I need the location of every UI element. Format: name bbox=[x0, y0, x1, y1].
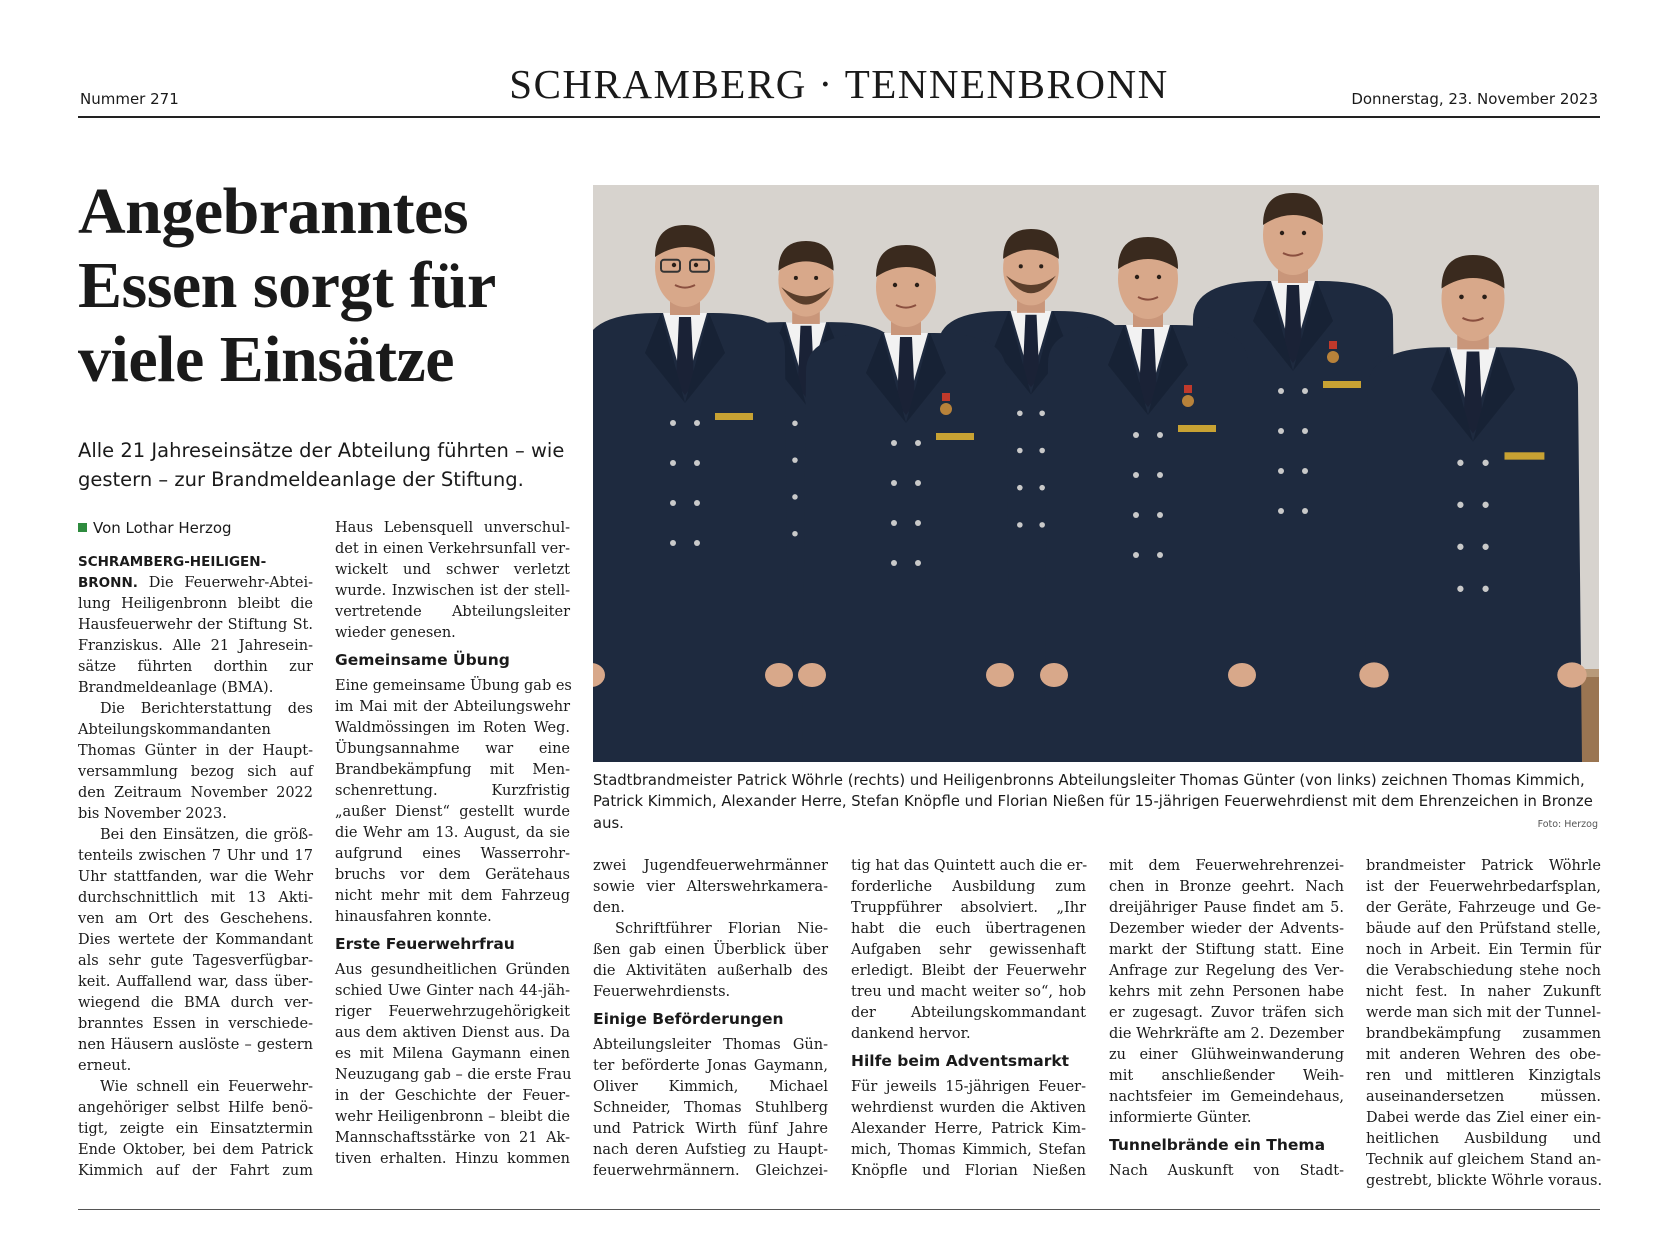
body-line: wiegend die BMA durch ver- bbox=[78, 995, 313, 1011]
body-line: feuerwehrmännern. Gleichzei- bbox=[593, 1163, 828, 1179]
body-line: der Geräte, Fahrzeuge und Ge- bbox=[1366, 900, 1601, 916]
body-line: Dabei werde das Ziel einer ein- bbox=[1366, 1110, 1601, 1126]
body-line: versammlung bezog sich auf bbox=[78, 764, 313, 780]
body-line: Knöpfle und Florian Nießen bbox=[851, 1163, 1086, 1179]
body-line: Mannschaftsstärke von 21 Ak- bbox=[335, 1130, 570, 1146]
section-heading: Gemeinsame Übung bbox=[335, 651, 510, 669]
body-line: wehrdienst wurden die Aktiven bbox=[851, 1100, 1086, 1116]
uniform-button bbox=[694, 460, 700, 466]
feuerwehr-badge bbox=[1505, 452, 1545, 459]
medal-ribbon bbox=[1329, 341, 1337, 349]
medal-ribbon bbox=[1184, 385, 1192, 393]
subhead-line: gestern – zur Brandmeldeanlage der Stiftung. bbox=[78, 468, 524, 492]
body-line: nen Häusern auslöste – gestern bbox=[78, 1037, 313, 1053]
body-line: vertretende Abteilungsleiter bbox=[335, 604, 570, 620]
article-subhead bbox=[78, 436, 578, 495]
body-line: markt der Stiftung statt. Eine bbox=[1109, 942, 1344, 958]
body-line: sätze führten dorthin zur bbox=[78, 659, 313, 675]
uniform-button bbox=[891, 520, 897, 526]
body-line: zwei Jugendfeuerwehrmänner bbox=[593, 858, 828, 874]
headline-line: Essen sorgt für bbox=[78, 248, 496, 322]
body-line: Thomas Günter in der Haupt- bbox=[78, 743, 313, 759]
headline-line: Angebranntes bbox=[78, 175, 469, 248]
body-line: noch in Arbeit. Ein Termin für bbox=[1366, 942, 1601, 958]
body-line: det in einen Verkehrsunfall ver- bbox=[335, 541, 570, 557]
body-line: Aus gesundheitlichen Gründen bbox=[335, 962, 570, 978]
masthead bbox=[78, 52, 1600, 118]
uniform-button bbox=[792, 531, 798, 537]
uniform-button bbox=[1157, 432, 1163, 438]
body-line: erneut. bbox=[78, 1058, 132, 1074]
body-line: den Zeitraum November 2022 bbox=[78, 785, 313, 801]
eye bbox=[1302, 231, 1306, 235]
body-line: Ende Oktober, bei dem Patrick bbox=[78, 1142, 313, 1158]
body-line: Nach Auskunft von Stadt- bbox=[1109, 1163, 1344, 1179]
uniform-button bbox=[1278, 428, 1284, 434]
body-line: Waldmössingen im Roten Weg. bbox=[335, 720, 570, 736]
uniform-button bbox=[1302, 468, 1308, 474]
feuerwehr-badge bbox=[936, 433, 974, 440]
body-line: bruchs vor dem Gerätehaus bbox=[335, 867, 570, 883]
body-line: schenrettung. Kurzfristig bbox=[335, 783, 570, 799]
uniform-button bbox=[891, 480, 897, 486]
body-line: in der Geschichte der Feuer- bbox=[335, 1088, 570, 1104]
article-column-5 bbox=[1109, 856, 1344, 1182]
body-line: Anfrage zur Regelung des Ver- bbox=[1109, 963, 1344, 979]
firefighters-group-photo bbox=[593, 185, 1599, 762]
body-line: mit anderen Wehren des obe- bbox=[1366, 1047, 1601, 1063]
eye bbox=[1019, 264, 1023, 268]
article-column-6 bbox=[1366, 856, 1601, 1192]
body-line: aus dem aktiven Dienst aus. Da bbox=[335, 1025, 570, 1041]
body-line: ren und mittleren Kinzigtals bbox=[1366, 1068, 1601, 1084]
uniform-button bbox=[1017, 410, 1023, 416]
body-line: informierte Günter. bbox=[1109, 1110, 1252, 1126]
uniform-button bbox=[915, 560, 921, 566]
body-line: nach deren Aufstieg zu Haupt- bbox=[593, 1142, 828, 1158]
body-line: nicht fest. In naher Zukunft bbox=[1366, 984, 1601, 1000]
article-column-1 bbox=[78, 518, 313, 1182]
body-line: Dezember wieder der Advents- bbox=[1109, 921, 1344, 937]
body-line: die Verabschiedung stehe noch bbox=[1366, 963, 1601, 979]
body-line: als sehr gute Tagesverfügbar- bbox=[78, 953, 313, 969]
body-line: tenteils zwischen 7 Uhr und 17 bbox=[78, 848, 313, 864]
body-line: Abteilungskommandanten bbox=[78, 722, 271, 738]
uniform-button bbox=[1457, 460, 1463, 466]
eye bbox=[672, 263, 676, 267]
eye bbox=[794, 276, 798, 280]
hand bbox=[986, 663, 1014, 687]
uniform-button bbox=[1133, 432, 1139, 438]
section-heading: Tunnelbrände ein Thema bbox=[1109, 1136, 1326, 1154]
body-line: nicht mehr mit dem Fahrzeug bbox=[335, 888, 570, 904]
body-line: Brandbekämpfung mit Men- bbox=[335, 762, 570, 778]
uniform-button bbox=[1157, 472, 1163, 478]
body-line: Aufgaben sehr gewissenhaft bbox=[851, 942, 1086, 958]
uniform-button bbox=[1133, 552, 1139, 558]
article-column-4 bbox=[851, 856, 1086, 1182]
body-line: lung Heiligenbronn bleibt die bbox=[78, 596, 313, 612]
eye bbox=[1482, 295, 1487, 300]
body-line: branntes Essen in verschiede- bbox=[78, 1016, 313, 1032]
eye bbox=[1459, 295, 1464, 300]
body-line: „außer Dienst“ gestellt wurde bbox=[335, 804, 570, 820]
body-line: aufgrund eines Wasserrohr- bbox=[335, 846, 570, 862]
dateline-place: BRONN. bbox=[78, 575, 138, 591]
body-line: dankend hervor. bbox=[851, 1026, 971, 1042]
body-line: Uhr stattfanden, war die Wehr bbox=[78, 869, 313, 885]
caption-line: Patrick Kimmich, Alexander Herre, Stefan Knöpfle und Florian Nießen für 15-jährigen Feuerwehrdienst mit dem Ehrenzeichen in Bronze bbox=[593, 793, 1593, 811]
body-line: mit dem Feuerwehrehrenzei- bbox=[1109, 858, 1344, 874]
eye bbox=[814, 276, 818, 280]
section-heading: Einige Beförderungen bbox=[593, 1010, 784, 1028]
hand bbox=[1228, 663, 1256, 687]
uniform-button bbox=[1133, 472, 1139, 478]
body-line: tig hat das Quintett auch die er- bbox=[851, 858, 1088, 874]
uniform-button bbox=[1302, 508, 1308, 514]
body-line: Schneider, Thomas Stuhlberg bbox=[593, 1100, 828, 1116]
subhead-line: Alle 21 Jahreseinsätze der Abteilung führten – wie bbox=[78, 439, 565, 462]
uniform-button bbox=[915, 520, 921, 526]
body-line: erledigt. Bleibt der Feuerwehr bbox=[851, 963, 1086, 979]
dateline-line bbox=[78, 573, 313, 594]
uniform-button bbox=[1017, 448, 1023, 454]
body-line: ßen gab einen Überblick über bbox=[593, 942, 828, 958]
body-line: Feuerwehrdiensts. bbox=[593, 984, 731, 1000]
body-line: kehrs mit zehn Personen habe bbox=[1109, 984, 1344, 1000]
uniform-button bbox=[1482, 544, 1488, 550]
photo-credit: Foto: Herzog bbox=[1537, 819, 1598, 830]
uniform-button bbox=[1017, 485, 1023, 491]
body-line: habt die euch übertragenen bbox=[851, 921, 1086, 937]
uniform-button bbox=[1482, 586, 1488, 592]
body-line: wieder genesen. bbox=[335, 625, 456, 641]
body-line: Abteilungsleiter Thomas Gün- bbox=[593, 1037, 828, 1053]
uniform-button bbox=[1457, 586, 1463, 592]
uniform-button bbox=[891, 560, 897, 566]
body-line: Franziskus. Alle 21 Jahresein- bbox=[78, 638, 313, 654]
body-line: Übungsannahme war eine bbox=[335, 741, 570, 757]
body-line: tiven erhalten. Hinzu kommen bbox=[335, 1151, 570, 1167]
hand bbox=[1359, 662, 1388, 687]
hand bbox=[1040, 663, 1068, 687]
caption-line: Stadtbrandmeister Patrick Wöhrle (rechts) und Heiligenbronns Abteilungsleiter Thomas Günter (von links) zeichnen Thomas Kimmich, bbox=[593, 772, 1585, 789]
body-line: es mit Milena Gaymann einen bbox=[335, 1046, 570, 1062]
author-name: Von Lothar Herzog bbox=[93, 519, 232, 537]
uniform-button bbox=[1039, 448, 1045, 454]
body-line: forderliche Ausbildung zum bbox=[851, 879, 1086, 895]
article-column-2 bbox=[335, 518, 570, 1170]
bronze-medal bbox=[1327, 351, 1339, 363]
body-line: und Patrick Wirth fünf Jahre bbox=[593, 1121, 828, 1137]
issue-date: Donnerstag, 23. November 2023 bbox=[1351, 90, 1598, 108]
feuerwehr-badge bbox=[1323, 381, 1361, 388]
hand bbox=[1557, 662, 1586, 687]
body-line: im Mai mit der Abteilungswehr bbox=[335, 699, 570, 715]
uniform-button bbox=[670, 460, 676, 466]
uniform-button bbox=[1482, 502, 1488, 508]
section-heading: Erste Feuerwehrfrau bbox=[335, 935, 515, 953]
eye bbox=[1039, 264, 1043, 268]
body-line: der Abteilungskommandant bbox=[851, 1005, 1086, 1021]
uniform-button bbox=[792, 457, 798, 463]
bronze-medal bbox=[1182, 395, 1194, 407]
uniform-button bbox=[1302, 428, 1308, 434]
uniform-button bbox=[891, 440, 897, 446]
eye bbox=[1157, 275, 1161, 279]
body-line: ter beförderte Jonas Gaymann, bbox=[593, 1058, 828, 1074]
body-line: er zugesagt. Zuvor träfen sich bbox=[1109, 1005, 1344, 1021]
uniform-button bbox=[670, 420, 676, 426]
uniform-button bbox=[694, 500, 700, 506]
uniform-button bbox=[1457, 502, 1463, 508]
article-headline bbox=[78, 175, 578, 397]
body-line: ven am Ort des Geschehens. bbox=[78, 911, 313, 927]
body-line: brandmeister Patrick Wöhrle bbox=[1366, 858, 1601, 874]
body-line: bäude auf den Prüfstand stelle, bbox=[1366, 921, 1601, 937]
dateline-line bbox=[78, 552, 313, 573]
uniform-button bbox=[1017, 522, 1023, 528]
body-line: Alexander Herre, Patrick Kim- bbox=[851, 1121, 1086, 1137]
body-line: Neuzugang gab – die erste Frau bbox=[335, 1067, 572, 1083]
body-line: riger Feuerwehrzugehörigkeit bbox=[335, 1004, 570, 1020]
eye bbox=[893, 283, 897, 287]
body-line: chen in Bronze geehrt. Nach bbox=[1109, 879, 1344, 895]
uniform-button bbox=[1302, 388, 1308, 394]
body-line: durchschnittlich mit 13 Akti- bbox=[78, 890, 313, 906]
body-line: wickelt und schwer verletzt bbox=[335, 562, 570, 578]
body-line: mit anschließender Weih- bbox=[1109, 1068, 1344, 1084]
body-line: dreijähriger Pause findet am 5. bbox=[1109, 900, 1344, 916]
feuerwehr-badge bbox=[1178, 425, 1216, 432]
eye bbox=[1280, 231, 1284, 235]
body-line: Dies wertete der Kommandant bbox=[78, 932, 313, 948]
body-line: Truppführer absolviert. „Ihr bbox=[851, 900, 1086, 916]
body-line: wehr Heiligenbronn – bleibt die bbox=[335, 1109, 570, 1125]
uniform-button bbox=[1157, 552, 1163, 558]
byline-marker bbox=[78, 523, 87, 532]
hand bbox=[765, 663, 793, 687]
body-line: ist der Feuerwehrbedarfsplan, bbox=[1366, 879, 1601, 895]
body-line: mich, Thomas Kimmich, Stefan bbox=[851, 1142, 1086, 1158]
uniform-button bbox=[1157, 512, 1163, 518]
uniform-button bbox=[670, 540, 676, 546]
uniform-button bbox=[915, 440, 921, 446]
uniform-button bbox=[670, 500, 676, 506]
dateline-place: SCHRAMBERG-HEILIGEN- bbox=[78, 554, 267, 570]
medal-ribbon bbox=[942, 393, 950, 401]
hand bbox=[798, 663, 826, 687]
body-line: hinausfahren konnte. bbox=[335, 909, 492, 925]
body-text: Die Feuerwehr-Abtei- bbox=[137, 575, 313, 591]
body-line: brandbekämpfung zusammen bbox=[1366, 1026, 1601, 1042]
bronze-medal bbox=[940, 403, 952, 415]
uniform-button bbox=[694, 420, 700, 426]
body-line: auseinandersetzen müssen. bbox=[1366, 1089, 1601, 1105]
body-line: gestrebt, blickte Wöhrle voraus. bbox=[1366, 1173, 1603, 1189]
body-line: keit. Auffallend war, dass über- bbox=[78, 974, 313, 990]
body-line: Hausfeuerwehr der Stiftung St. bbox=[78, 617, 313, 633]
body-line: Eine gemeinsame Übung gab es bbox=[335, 678, 572, 694]
uniform-button bbox=[1482, 460, 1488, 466]
feuerwehr-badge bbox=[715, 413, 753, 420]
body-line: sowie vier Alterswehrkamera- bbox=[593, 879, 828, 895]
uniform-button bbox=[694, 540, 700, 546]
article-photo bbox=[593, 185, 1599, 762]
eye bbox=[915, 283, 919, 287]
body-line: schied Uwe Ginter nach 44-jäh- bbox=[335, 983, 570, 999]
body-line: Haus Lebensquell unverschul- bbox=[335, 520, 570, 536]
body-line: die Wehrkräfte am 2. Dezember bbox=[1109, 1026, 1344, 1042]
uniform-button bbox=[1133, 512, 1139, 518]
body-line: tigt, zeigte ein Einsatztermin bbox=[78, 1121, 313, 1137]
body-line: Wie schnell ein Feuerwehr- bbox=[100, 1079, 313, 1095]
headline-line: viele Einsätze bbox=[78, 322, 455, 396]
body-line: Technik auf gleichem Stand an- bbox=[1366, 1152, 1601, 1168]
eye bbox=[694, 263, 698, 267]
uniform-button bbox=[915, 480, 921, 486]
paper-title: SCHRAMBERG · TENNENBRONN bbox=[509, 61, 1169, 107]
body-line: Kimmich auf der Fahrt zum bbox=[78, 1163, 313, 1179]
uniform-button bbox=[1039, 410, 1045, 416]
body-line: heitlichen Ausbildung und bbox=[1366, 1131, 1601, 1147]
uniform-button bbox=[1278, 508, 1284, 514]
body-line: angehöriger selbst Hilfe benö- bbox=[78, 1100, 313, 1116]
author-byline bbox=[78, 518, 313, 539]
caption-line: aus. bbox=[593, 814, 624, 832]
body-line: zu einer Glühweinwanderung bbox=[1109, 1047, 1344, 1063]
body-line: Oliver Kimmich, Michael bbox=[593, 1079, 828, 1095]
article-column-3 bbox=[593, 856, 828, 1182]
issue-number: Nummer 271 bbox=[80, 90, 179, 108]
body-line: Schriftführer Florian Nie- bbox=[615, 921, 828, 937]
uniform-button bbox=[1278, 468, 1284, 474]
body-line: wurde. Inzwischen ist der stell- bbox=[335, 583, 570, 599]
body-line: bis November 2023. bbox=[78, 806, 227, 822]
body-line: nachtsfeier im Gemeindehaus, bbox=[1109, 1089, 1344, 1105]
body-line: Für jeweils 15-jährigen Feuer- bbox=[851, 1079, 1086, 1095]
uniform-button bbox=[792, 494, 798, 500]
section-heading: Hilfe beim Adventsmarkt bbox=[851, 1052, 1070, 1070]
body-line: Brandmeldeanlage (BMA). bbox=[78, 680, 274, 696]
body-line: die Wehr am 13. August, da sie bbox=[335, 825, 570, 841]
eye bbox=[1135, 275, 1139, 279]
uniform-button bbox=[1039, 485, 1045, 491]
bottom-rule bbox=[78, 1209, 1600, 1210]
uniform-button bbox=[792, 421, 798, 427]
body-line: Bei den Einsätzen, die größ- bbox=[100, 827, 313, 843]
body-line: den. bbox=[593, 900, 625, 916]
body-line: treu und macht weiter so“, hob bbox=[851, 984, 1086, 1000]
body-line: werde man sich mit der Tunnel- bbox=[1366, 1005, 1601, 1021]
uniform-button bbox=[1039, 522, 1045, 528]
uniform-button bbox=[1278, 388, 1284, 394]
body-line: die Aktivitäten außerhalb des bbox=[593, 963, 828, 979]
body-line: Die Berichterstattung des bbox=[100, 701, 313, 717]
uniform-button bbox=[1457, 544, 1463, 550]
